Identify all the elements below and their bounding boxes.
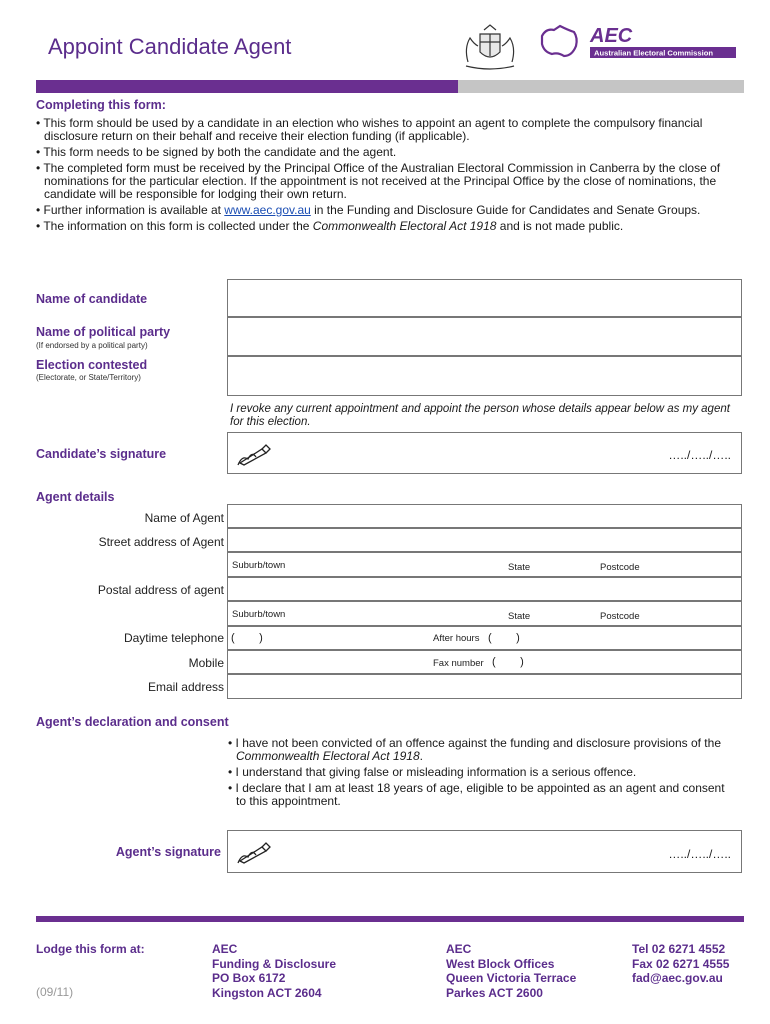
candidate-date-field[interactable]: …../…../…..: [668, 448, 731, 462]
street-address-label: Street address of Agent: [98, 535, 224, 549]
candidate-name-field[interactable]: [227, 279, 742, 317]
page-title: Appoint Candidate Agent: [48, 34, 292, 59]
bullet-item: • This form needs to be signed by both the candidate and the agent.: [36, 145, 397, 159]
party-sublabel: (If endorsed by a political party): [36, 341, 148, 350]
declaration-heading: Agent’s declaration and consent: [36, 715, 229, 729]
coat-of-arms-icon: [458, 22, 522, 72]
intro-bullets: [36, 117, 736, 236]
daytime-phone-field[interactable]: [227, 626, 742, 650]
email-link[interactable]: fad@aec.gov.au: [632, 971, 723, 985]
candidate-signature-label: Candidate’s signature: [36, 447, 167, 461]
party-name-field[interactable]: [227, 317, 742, 356]
address-parkes: AEC West Block Offices Queen Victoria Terrace Parkes ACT 2600: [446, 942, 577, 1000]
lodge-label: Lodge this form at:: [36, 942, 145, 956]
postcode-label: Postcode: [600, 562, 640, 573]
intro-heading: Completing this form:: [36, 98, 166, 112]
agent-date-field[interactable]: …../…../…..: [668, 847, 731, 861]
election-label: Election contested: [36, 358, 148, 372]
fax-parens: ( ): [492, 656, 524, 668]
contact-details: Tel 02 6271 4552 Fax 02 6271 4555 fad@aec.gov.au: [632, 942, 730, 985]
header-bar: [36, 80, 458, 93]
state-label: State: [508, 562, 531, 573]
suburb-label: Suburb/town: [232, 609, 286, 620]
bullet-item: • Further information is available at www.aec.gov.au in the Funding and Disclosure Guide for Candidates and Senate Groups.: [36, 203, 701, 217]
form-version: (09/11): [36, 985, 74, 999]
candidate-signature-field[interactable]: [227, 432, 742, 474]
daytime-phone-label: Daytime telephone: [123, 631, 224, 645]
svg-text:Australian Electoral Commissio: Australian Electoral Commission: [594, 48, 714, 58]
address-canberra: AEC Funding & Disclosure PO Box 6172 Kingston ACT 2604: [212, 942, 337, 1000]
pen-signature-icon: [236, 839, 272, 865]
svg-text:AEC: AEC: [590, 25, 633, 47]
election-field[interactable]: [227, 356, 742, 396]
suburb-label: Suburb/town: [232, 560, 286, 571]
street-address-field[interactable]: [227, 528, 742, 552]
declaration-list: [228, 737, 728, 811]
email-field[interactable]: [227, 674, 742, 699]
state-label: State: [508, 611, 531, 622]
revoke-statement: I revoke any current appointment and appoint the person whose details appear below as my agent for this election.: [230, 403, 730, 428]
declaration-item: • I declare that I am at least 18 years of age, eligible to be appointed as an agent and consent to this appointment.: [228, 781, 725, 808]
declaration-item: • I have not been convicted of an offence against the funding and disclosure provisions of the Commonwealth Electoral Act 1918.: [228, 736, 721, 763]
area-code-parens: ( ): [231, 632, 263, 644]
agent-signature-field[interactable]: [227, 830, 742, 873]
party-label: Name of political party: [36, 325, 171, 339]
postal-address-field[interactable]: [227, 577, 742, 601]
postal-address-label: Postal address of agent: [97, 583, 224, 597]
street-suburb-row[interactable]: [227, 552, 742, 577]
header-bar-grey: [458, 80, 744, 93]
aec-website-link[interactable]: www.aec.gov.au: [224, 203, 311, 217]
bullet-item: • This form should be used by a candidate in an election who wishes to appoint an agent to complete the compulsory financial disclosure return on their behalf and receive their election funding (if applicable).: [36, 116, 703, 143]
footer-bar: [36, 916, 744, 922]
pen-signature-icon: [236, 441, 272, 467]
agent-signature-label: Agent’s signature: [115, 845, 221, 859]
mobile-label: Mobile: [188, 656, 224, 670]
aec-logo-icon: [538, 22, 738, 62]
after-hours-parens: ( ): [488, 632, 520, 644]
election-sublabel: (Electorate, or State/Territory): [36, 373, 141, 382]
agent-name-label: Name of Agent: [144, 511, 224, 525]
after-hours-label: After hours: [433, 633, 480, 644]
postal-suburb-row[interactable]: [227, 601, 742, 626]
declaration-item: • I understand that giving false or misleading information is a serious offence.: [228, 765, 637, 779]
bullet-item: • The information on this form is collected under the Commonwealth Electoral Act 1918 and is not made public.: [36, 219, 624, 233]
agent-name-field[interactable]: [227, 504, 742, 528]
postcode-label: Postcode: [600, 611, 640, 622]
email-label: Email address: [147, 680, 224, 694]
candidate-name-label: Name of candidate: [36, 292, 148, 306]
agent-details-heading: Agent details: [36, 490, 115, 504]
mobile-field[interactable]: [227, 650, 742, 674]
fax-label: Fax number: [433, 658, 484, 669]
bullet-item: • The completed form must be received by the Principal Office of the Australian Electoral Commission in Canberra by the close of nominations for the particular election. If the appointment is not received at the Principal Office by the close of nominations, the candidate will be responsible for lodging their own return.: [36, 161, 721, 201]
